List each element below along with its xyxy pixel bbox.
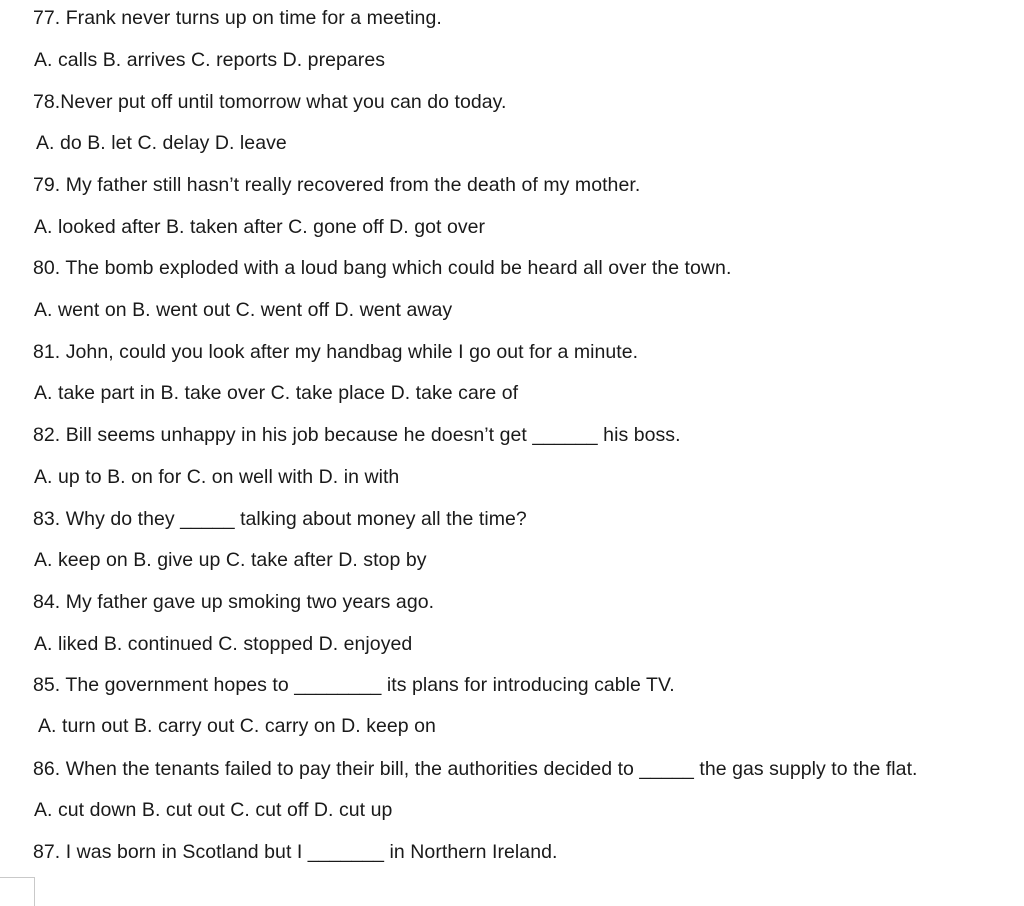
answer-options: A. up to B. on for C. on well with D. in with bbox=[34, 466, 400, 488]
question-stem: 79. My father still hasn’t really recovered from the death of my mother. bbox=[33, 174, 641, 196]
question-stem: 80. The bomb exploded with a loud bang which could be heard all over the town. bbox=[33, 257, 732, 279]
question-stem: 77. Frank never turns up on time for a meeting. bbox=[33, 7, 442, 29]
answer-options: A. turn out B. carry out C. carry on D. keep on bbox=[38, 715, 436, 737]
question-stem: 85. The government hopes to ________ its plans for introducing cable TV. bbox=[33, 674, 675, 696]
answer-options: A. do B. let C. delay D. leave bbox=[36, 132, 287, 154]
question-stem: 83. Why do they _____ talking about money all the time? bbox=[33, 508, 527, 530]
question-stem: 78.Never put off until tomorrow what you can do today. bbox=[33, 91, 507, 113]
answer-options: A. keep on B. give up C. take after D. stop by bbox=[34, 549, 427, 571]
question-stem: 82. Bill seems unhappy in his job because he doesn’t get ______ his boss. bbox=[33, 424, 681, 446]
answer-options: A. looked after B. taken after C. gone off D. got over bbox=[34, 216, 486, 238]
question-stem: 84. My father gave up smoking two years ago. bbox=[33, 591, 435, 613]
question-stem: 86. When the tenants failed to pay their bill, the authorities decided to _____ the gas supply to the flat. bbox=[33, 758, 918, 780]
page-corner-mark bbox=[0, 877, 35, 906]
question-stem: 81. John, could you look after my handbag while I go out for a minute. bbox=[33, 341, 639, 363]
answer-options: A. calls B. arrives C. reports D. prepares bbox=[34, 49, 386, 71]
question-stem: 87. I was born in Scotland but I _______ in Northern Ireland. bbox=[33, 841, 558, 863]
answer-options: A. take part in B. take over C. take place D. take care of bbox=[34, 382, 519, 404]
answer-options: A. liked B. continued C. stopped D. enjoyed bbox=[34, 633, 413, 655]
answer-options: A. went on B. went out C. went off D. went away bbox=[34, 299, 453, 321]
answer-options: A. cut down B. cut out C. cut off D. cut up bbox=[34, 799, 393, 821]
